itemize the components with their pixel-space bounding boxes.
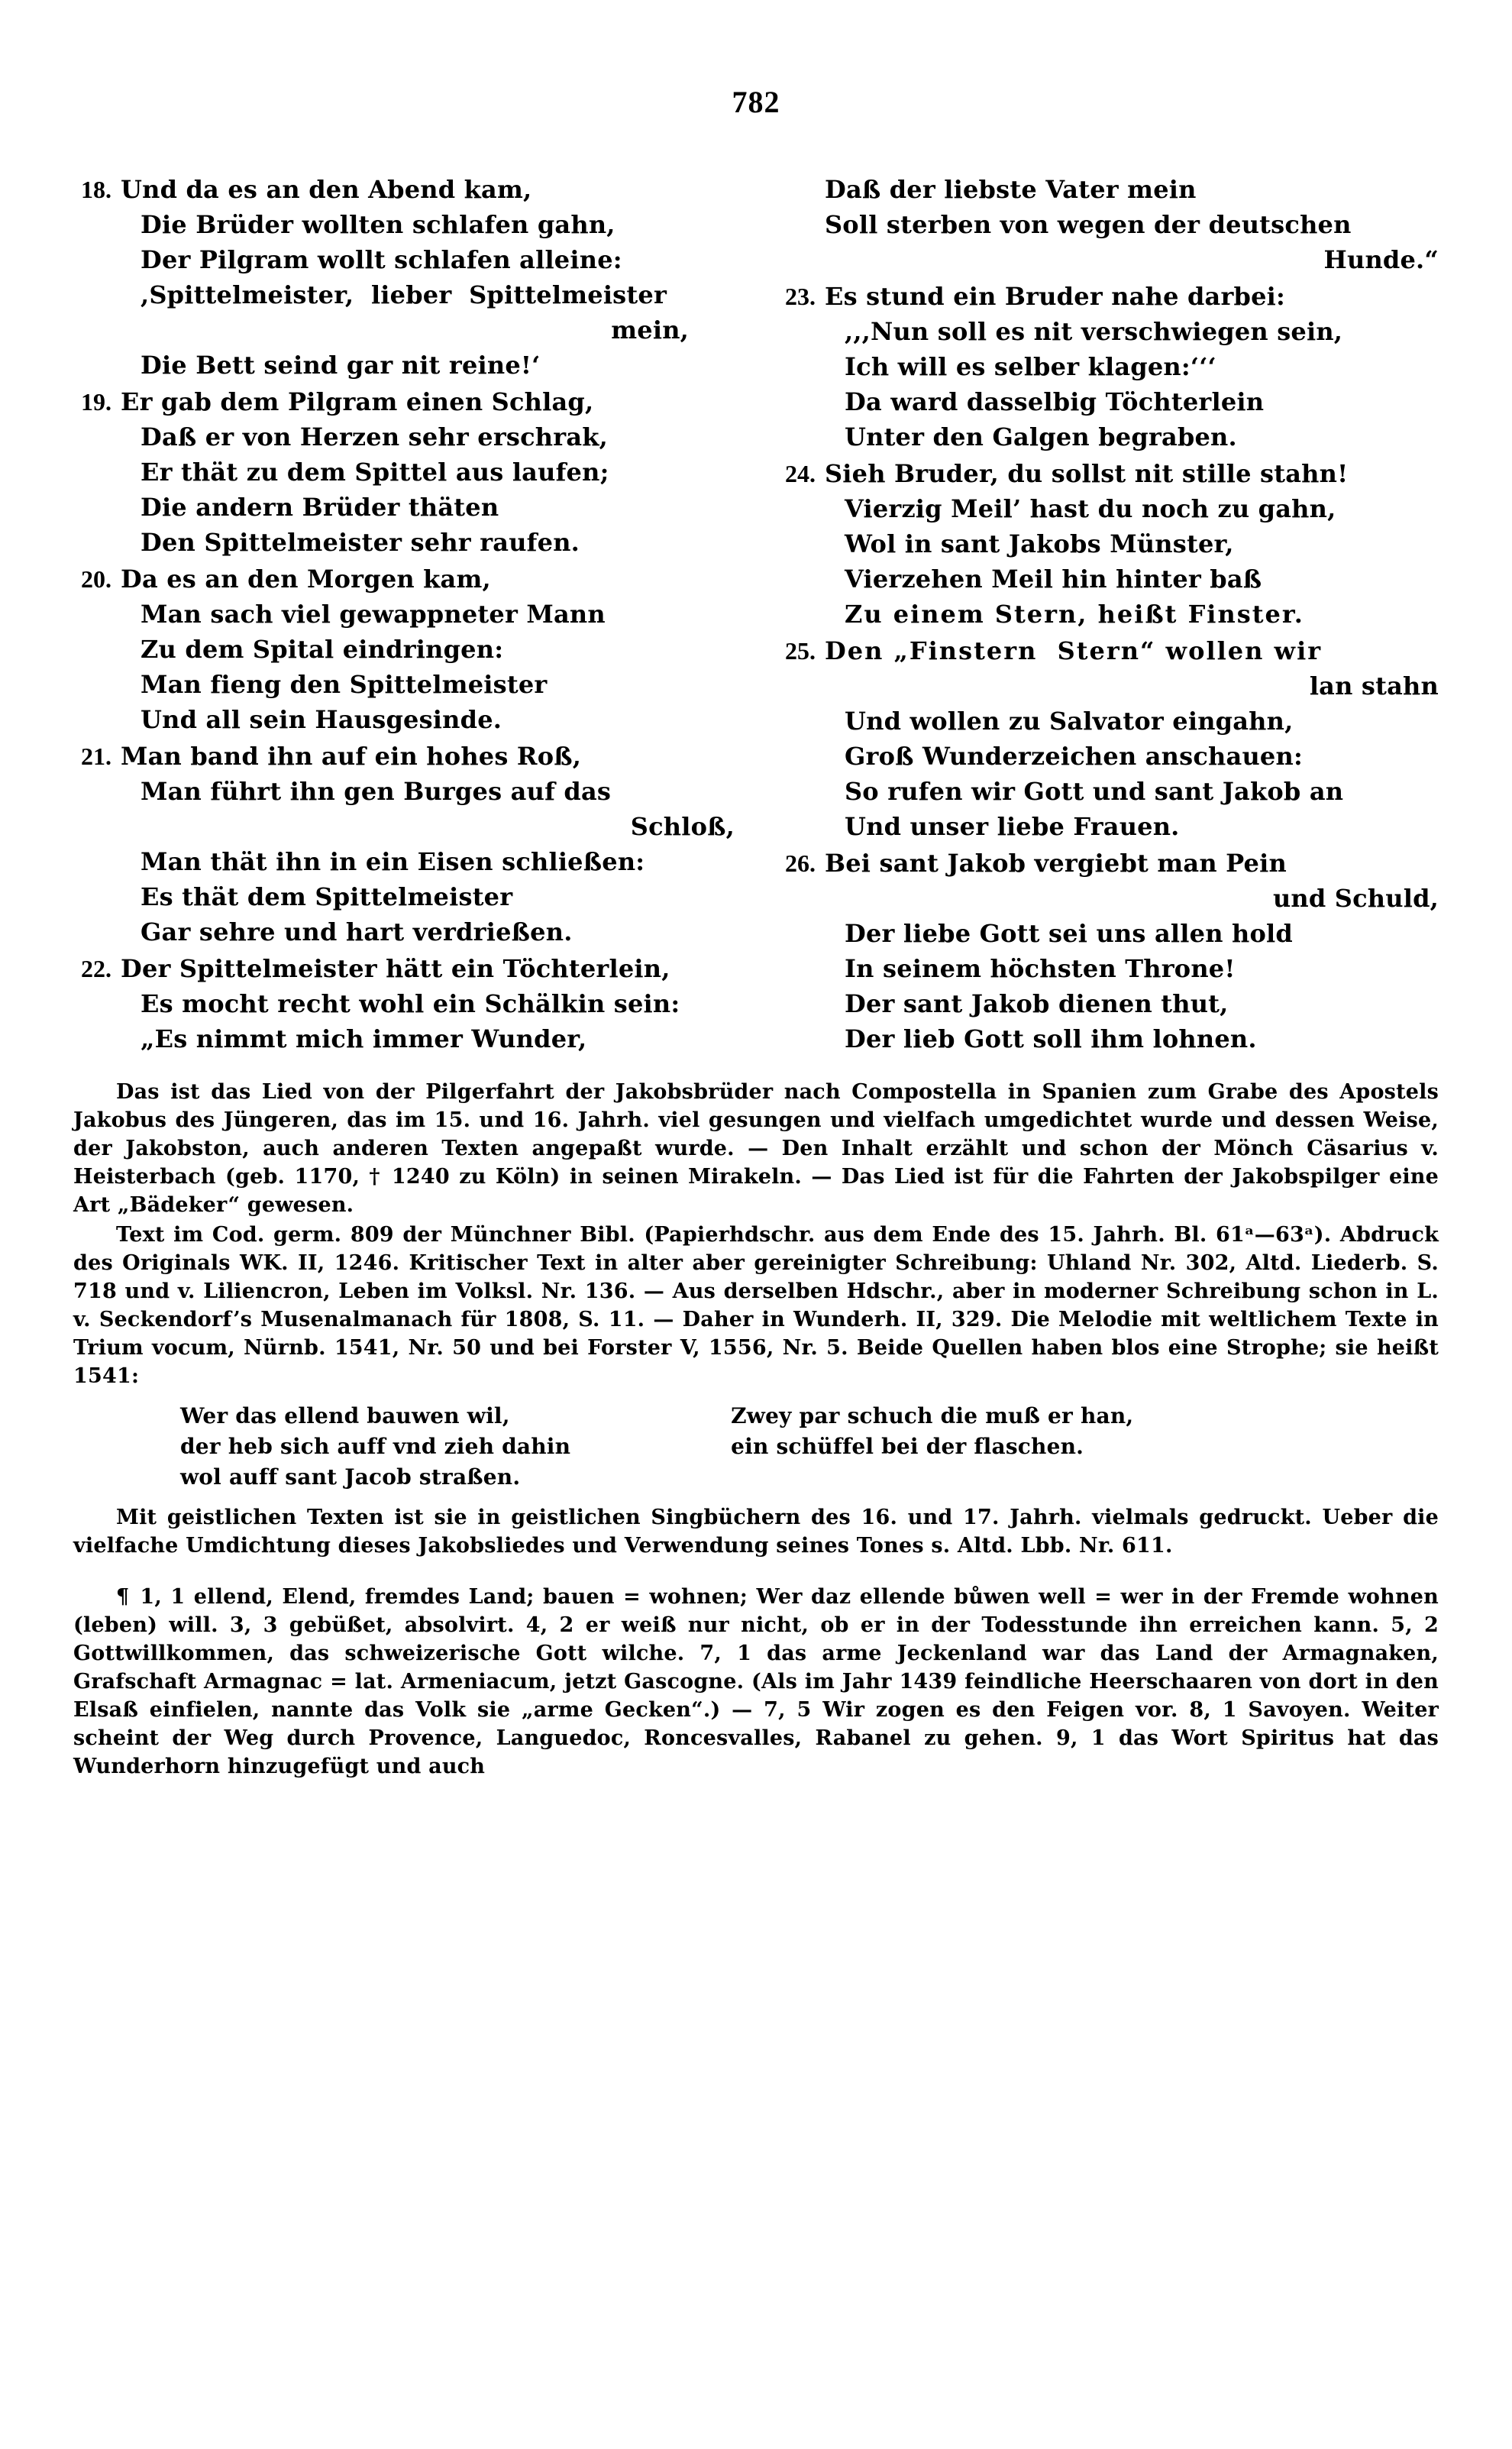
stanza-lines <box>121 384 735 560</box>
stanza <box>73 384 735 560</box>
verse-line: Man fieng den Spittelmeister <box>141 670 548 699</box>
verse-line: Es mocht recht wohl ein Schälkin sein: <box>141 989 680 1018</box>
verse-line: Und da es an den Abend kam, <box>121 175 532 204</box>
right-verse-column <box>777 172 1439 1058</box>
stanza <box>777 456 1439 632</box>
glossary-paragraph <box>73 1583 1439 1781</box>
verse-line: Der sant Jakob dienen thut, <box>845 989 1229 1018</box>
stanza-number: 20. <box>81 565 111 593</box>
verse-line: Zu dem Spital eindringen: <box>141 635 504 664</box>
stanza-lines <box>825 633 1439 844</box>
verse-line: Soll sterben von wegen der deutschen <box>825 210 1352 239</box>
verse-line: Den „Finstern Stern“ wollen wir <box>825 636 1323 665</box>
verse-line: Daß der liebste Vater mein <box>825 175 1197 204</box>
stanza-number: 22. <box>81 955 111 982</box>
stanza-lines <box>121 172 735 383</box>
note-paragraph: Das ist das Lied von der Pilgerfahrt der Jakobsbrüder nach Compostella in Spanien zum Grabe des Apostels Jakobus des Jüngeren, das im 15. und 16. Jahrh. viel gesungen und vielfach umgedichtet wurde und dessen Weise, der Jakobston, auch anderen Texten angepaßt wurde. — Den Inhalt erzählt und schon der Mönch Cäsarius v. Heisterbach (geb. 1170, † 1240 zu Köln) in seinen Mirakeln. — Das Lied ist für die Fahrten der Jakobspilger eine Art „Bädeker“ gewesen. <box>73 1080 1439 1217</box>
verse-line: Da es an den Morgen kam, <box>121 565 491 594</box>
verse-columns <box>73 172 1439 1058</box>
glossary-block <box>73 1583 1439 1781</box>
stanza-number: 18. <box>81 176 111 203</box>
stanza-number: 26. <box>785 849 816 877</box>
verse-line: Zu einem Stern, heißt Finster. <box>845 600 1304 629</box>
strophe-line: Zwey par schuch die muß er han, <box>731 1403 1134 1428</box>
stanza-lines <box>825 279 1439 455</box>
stanza-lines <box>121 561 735 737</box>
strophe-line: der heb sich auff vnd zieh dahin <box>180 1434 571 1459</box>
quoted-strophe <box>73 1401 1439 1493</box>
stanza-lines <box>825 172 1439 277</box>
verse-line: Der Pilgram wollt schlafen alleine: <box>141 245 622 274</box>
stanza-number: 24. <box>785 460 816 487</box>
editorial-notes <box>73 1078 1439 1560</box>
stanza <box>73 172 735 383</box>
verse-line: Und all sein Hausgesinde. <box>141 705 502 734</box>
verse-line: Sieh Bruder, du sollst nit stille stahn! <box>825 459 1349 488</box>
verse-line: Er gab dem Pilgram einen Schlag, <box>121 387 594 416</box>
note-paragraph: Text im Cod. germ. 809 der Münchner Bibl. (Papierhdschr. aus dem Ende des 15. Jahrh. Bl. 61ᵃ—63ᵃ). Abdruck des Originals WK. II, 1246. Kritischer Text in alter aber gereinigter Schreibung: Uhland Nr. 302, Altd. Liederb. S. 718 und v. Liliencron, Leben im Volksl. Nr. 136. — Aus derselben Hdschr., aber in moderner Schreibung schon in L. v. Seckendorf’s Musenalmanach für 1808, S. 11. — Daher in Wunderh. II, 329. Die Melodie mit weltlichem Texte in Trium vocum, Nürnb. 1541, Nr. 50 und bei Forster V, 1556, Nr. 5. Beide Quellen haben blos eine Strophe; sie heißt 1541: <box>73 1223 1439 1388</box>
verse-line: Daß er von Herzen sehr erschrak, <box>141 422 608 451</box>
verse-line: Da ward dasselbig Töchterlein <box>845 387 1265 416</box>
verse-line: Man band ihn auf ein hohes Roß, <box>121 742 582 771</box>
verse-line: In seinem höchsten Throne! <box>845 954 1236 983</box>
verse-line: Schloß, <box>630 812 735 841</box>
verse-line: Er thät zu dem Spittel aus laufen; <box>141 458 609 487</box>
strophe-line: ein schüffel bei der flaschen. <box>731 1434 1084 1459</box>
page-number: 782 <box>732 85 780 119</box>
verse-line: So rufen wir Gott und sant Jakob an <box>845 777 1344 806</box>
stanza-number: 21. <box>81 742 111 770</box>
stanza-number <box>777 172 825 277</box>
verse-line: Vierzehen Meil hin hinter baß <box>845 565 1262 594</box>
stanza-lines <box>825 846 1439 1056</box>
stanza-number: 25. <box>785 637 816 665</box>
verse-line: mein, <box>611 315 689 345</box>
stanza <box>777 633 1439 844</box>
verse-line: Gar sehre und hart verdrießen. <box>141 917 573 946</box>
pilcrow-icon: ¶ <box>116 1585 130 1609</box>
verse-line: Bei sant Jakob vergiebt man Pein <box>825 849 1287 878</box>
verse-line: Und wollen zu Salvator eingahn, <box>845 707 1294 736</box>
stanza-lines <box>121 739 735 950</box>
verse-line: „Es nimmt mich immer Wunder, <box>141 1024 587 1053</box>
strophe-line: wol auff sant Jacob straßen. <box>180 1464 521 1490</box>
stanza-number: 19. <box>81 388 111 416</box>
verse-line: Die Bett seind gar nit reine!‘ <box>141 351 541 380</box>
verse-line: Der lieb Gott soll ihm lohnen. <box>845 1024 1257 1053</box>
verse-line: Groß Wunderzeichen anschauen: <box>845 742 1303 771</box>
verse-line: Es thät dem Spittelmeister <box>141 882 513 911</box>
verse-line: Man führt ihn gen Burges auf das <box>141 777 612 806</box>
verse-line: Die Brüder wollten schlafen gahn, <box>141 210 615 239</box>
verse-line: Der liebe Gott sei uns allen hold <box>845 919 1293 948</box>
stanza-number: 23. <box>785 283 816 310</box>
verse-line: Hunde.“ <box>1323 245 1439 274</box>
verse-line: Ich will es selber klagen:‘‘‘ <box>845 352 1216 381</box>
stanza <box>777 846 1439 1056</box>
left-verse-column <box>73 172 735 1058</box>
stanza <box>73 951 735 1056</box>
stanza-lines <box>825 456 1439 632</box>
verse-line: Man sach viel gewappneter Mann <box>141 600 606 629</box>
verse-line: Es stund ein Bruder nahe darbei: <box>825 282 1286 311</box>
verse-line: und Schuld, <box>1272 884 1439 913</box>
stanza <box>777 279 1439 455</box>
glossary-text: 1, 1 ellend, Elend, fremdes Land; bauen = wohnen; Wer daz ellende bůwen well = wer in der Fremde wohnen (leben) will. 3, 3 gebüßet, absolvirt. 4, 2 er weiß nur nicht, ob er in der Todesstunde ihn erreichen kann. 5, 2 Gottwillkommen, das schweizerische Gott wilche. 7, 1 das arme Jeckenland war das Land der Armagnaken, Grafschaft Armagnac = lat. Armeniacum, jetzt Gascogne. (Als im Jahr 1439 feindliche Heerschaaren von dort in den Elsaß einfielen, nannte das Volk sie „arme Gecken“.) — 7, 5 Wir zogen es den Feigen vor. 8, 1 Savoyen. Weiter scheint der Weg durch Provence, Languedoc, Roncesvalles, Rabanel zu gehen. 9, 1 das Wort Spiritus hat das Wunderhorn hinzugefügt und auch <box>73 1585 1439 1778</box>
strophe-right-column <box>639 1401 1133 1493</box>
verse-line: Den Spittelmeister sehr raufen. <box>141 528 580 557</box>
note-paragraph: Mit geistlichen Texten ist sie in geistlichen Singbüchern des 16. und 17. Jahrh. vielmals gedruckt. Ueber die vielfache Umdichtung dieses Jakobsliedes und Verwendung seines Tones s. Altd. Lbb. Nr. 611. <box>73 1506 1439 1558</box>
verse-line: ,Spittelmeister, lieber Spittelmeister <box>141 280 667 309</box>
verse-line: ,,,Nun soll es nit verschwiegen sein, <box>845 317 1343 346</box>
verse-line: lan stahn <box>1309 671 1439 700</box>
strophe-left-column <box>180 1401 570 1493</box>
verse-line: Und unser liebe Frauen. <box>845 812 1180 841</box>
verse-line: Vierzig Meil’ hast du noch zu gahn, <box>845 494 1336 523</box>
stanza <box>73 739 735 950</box>
stanza-lines <box>121 951 735 1056</box>
verse-line: Wol in sant Jakobs Münster, <box>845 529 1234 558</box>
verse-line: Unter den Galgen begraben. <box>845 422 1237 451</box>
stanza <box>73 561 735 737</box>
verse-line: Die andern Brüder thäten <box>141 493 499 522</box>
verse-line: Der Spittelmeister hätt ein Töchterlein, <box>121 954 670 983</box>
stanza-continuation <box>777 172 1439 277</box>
verse-line: Man thät ihn in ein Eisen schließen: <box>141 847 645 876</box>
strophe-line: Wer das ellend bauwen wil, <box>180 1403 510 1428</box>
